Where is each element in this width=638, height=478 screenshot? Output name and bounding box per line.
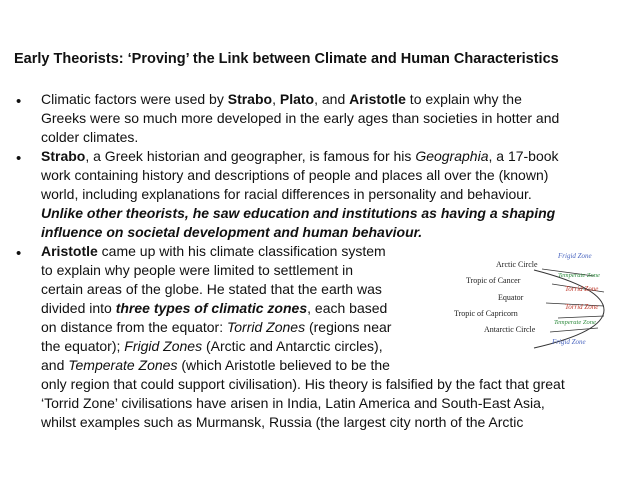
- temperate-zone-top-label: Temperate Zone: [558, 272, 600, 279]
- bullet-paragraph-aristotle: [41, 242, 391, 375]
- antarctic-circle-label: Antarctic Circle: [484, 325, 536, 334]
- frigid-zone-top-label: Frigid Zone: [558, 252, 592, 260]
- bullet-marker: •: [16, 245, 22, 262]
- text-line: to explain why people were limited to settlement in: [41, 262, 354, 278]
- arctic-circle-label: Arctic Circle: [496, 260, 538, 269]
- text-line: ‘Torrid Zone’ civilisations have arisen in India, Latin America and South-East Asia,: [41, 395, 545, 411]
- torrid-zone-top-label: Torrid Zone: [565, 285, 599, 293]
- page-title: Early Theorists: ‘Proving’ the Link between Climate and Human Characteristics: [14, 51, 559, 67]
- tropic-of-capricorn-label: Tropic of Capricorn: [454, 309, 518, 318]
- climate-zones-diagram: [454, 248, 638, 352]
- temperate-zone-bottom-label: Temperate Zone: [554, 319, 596, 326]
- text-line: Strabo, a Greek historian and geographer, is famous for his Geographia, a 17-book: [41, 148, 559, 164]
- text-line: and Temperate Zones (which Aristotle believed to be the: [41, 357, 390, 373]
- torrid-zone-bottom-label: Torrid Zone: [565, 303, 599, 311]
- bullet-paragraph-climatic-factors: [41, 90, 559, 147]
- text-line: only region that could support civilisation). His theory is falsified by the fact that great: [41, 376, 565, 392]
- bullet-paragraph-strabo: [41, 147, 559, 242]
- text-line: work containing history and descriptions of people and places all over the (known): [41, 167, 549, 183]
- text-line: the equator); Frigid Zones (Arctic and Antarctic circles),: [41, 338, 383, 354]
- tropic-of-cancer-label: Tropic of Cancer: [466, 276, 521, 285]
- text-line: Climatic factors were used by Strabo, Plato, and Aristotle to explain why the: [41, 91, 522, 107]
- bullet-marker: •: [16, 93, 22, 110]
- text-line-emphasis: Unlike other theorists, he saw education and institutions as having a shaping: [41, 205, 556, 221]
- text-line: Greeks were so much more developed in the early ages than societies in hotter and: [41, 110, 560, 126]
- tropic-of-capricorn-line: [558, 316, 604, 318]
- bullet-paragraph-continuation: [41, 375, 565, 432]
- text-line-emphasis: influence on societal development and human behaviour.: [41, 224, 423, 240]
- text-line: colder climates.: [41, 129, 139, 145]
- text-line: world, including explanations for racial differences in personality and behaviour.: [41, 186, 532, 202]
- equator-label: Equator: [498, 293, 524, 302]
- antarctic-circle-line: [550, 328, 598, 332]
- text-line: divided into three types of climatic zones, each based: [41, 300, 388, 316]
- text-line: Aristotle came up with his climate classification system: [41, 243, 386, 259]
- text-line: whilst examples such as Murmansk, Russia (the largest city north of the Arctic: [41, 414, 524, 430]
- text-line: on distance from the equator: Torrid Zones (regions near: [41, 319, 392, 335]
- text-line: certain areas of the globe. He stated that the earth was: [41, 281, 382, 297]
- frigid-zone-bottom-label: Frigid Zone: [552, 338, 586, 346]
- bullet-marker: •: [16, 150, 22, 167]
